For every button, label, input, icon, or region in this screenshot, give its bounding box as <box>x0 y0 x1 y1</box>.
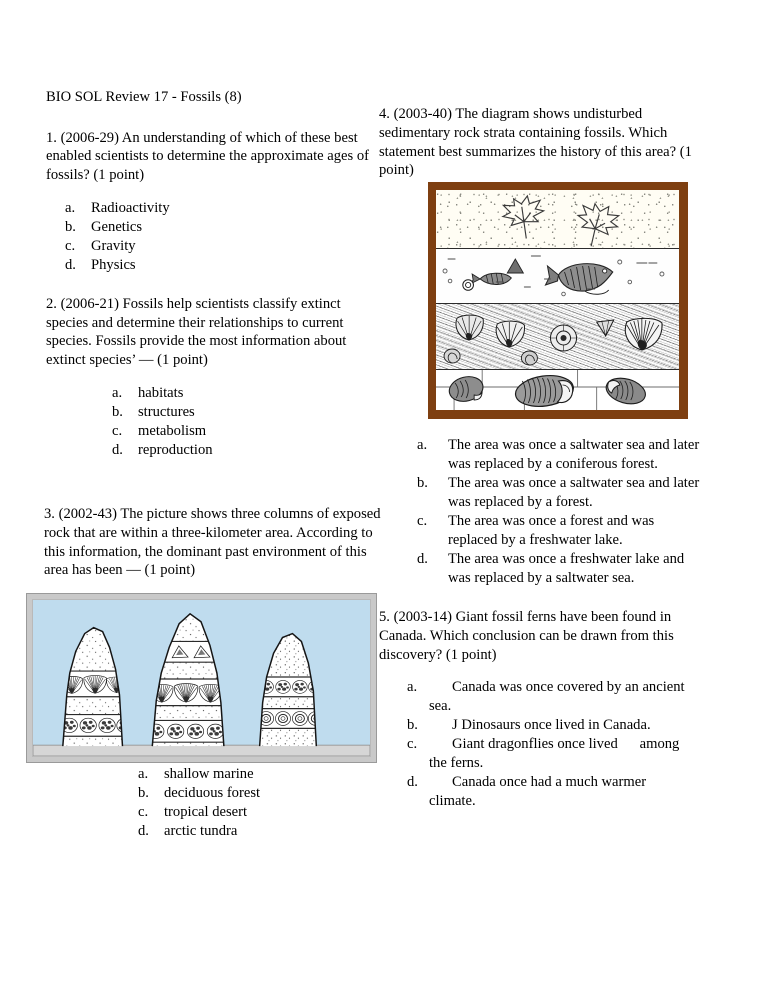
choice-text: The area was once a freshwater lake and was replaced by a saltwater sea. <box>448 550 685 586</box>
choice-text <box>429 773 709 811</box>
choice-text-line1: Giant dragonflies once lived among <box>452 736 680 753</box>
choice-2c[interactable] <box>112 422 386 441</box>
choice-text: arctic tundra <box>164 822 238 839</box>
choice-text: Genetics <box>91 218 143 235</box>
question-5 <box>379 608 709 811</box>
choice-letter: d. <box>138 822 149 839</box>
rock-columns-canvas <box>32 599 371 757</box>
choice-text: The area was once a forest and was replaced by a freshwater lake. <box>448 512 655 548</box>
choice-letter: a. <box>417 437 428 453</box>
choice-3c[interactable] <box>138 803 360 822</box>
choice-letter: b. <box>417 474 428 491</box>
choice-text: shallow marine <box>164 766 254 782</box>
fish-fossils <box>436 249 679 304</box>
shell-fossil-layer <box>436 303 679 370</box>
choice-text: reproduction <box>138 441 213 458</box>
choice-letter: a. <box>112 384 123 401</box>
rock-columns-illustration <box>33 600 370 756</box>
question-3-choices-wrap <box>100 765 360 841</box>
choice-letter: b. <box>112 403 123 420</box>
strata-canvas <box>436 190 679 410</box>
question-4-choices <box>417 436 700 588</box>
choice-letter: c. <box>407 736 418 753</box>
choice-letter: b. <box>407 717 418 734</box>
page-title: BIO SOL Review 17 - Fossils (8) <box>46 89 242 105</box>
choice-4b[interactable] <box>417 474 700 512</box>
choice-letter: c. <box>417 512 428 529</box>
choice-text: structures <box>138 403 195 420</box>
question-5-choices <box>407 678 709 811</box>
choice-3b[interactable] <box>138 784 360 803</box>
question-3 <box>44 505 384 580</box>
choice-text: metabolism <box>138 422 207 439</box>
fish-fossil-layer <box>436 248 679 304</box>
choice-2a[interactable] <box>112 384 386 403</box>
choice-2b[interactable] <box>112 403 386 422</box>
choice-letter: c. <box>65 237 76 254</box>
choice-letter: d. <box>417 550 428 567</box>
question-2 <box>46 295 386 460</box>
choice-5b[interactable] <box>407 716 709 735</box>
choice-4d[interactable] <box>417 550 700 588</box>
choice-letter: a. <box>138 766 149 782</box>
choice-text-line1: Canada was once covered by an ancient <box>452 679 685 696</box>
choice-letter: c. <box>138 803 149 820</box>
choice-text: tropical desert <box>164 803 248 820</box>
choice-text: Radioactivity <box>91 199 170 216</box>
question-4-choices-wrap <box>400 436 700 588</box>
question-2-choices <box>112 384 386 460</box>
choice-text-line1: Canada once had a much warmer <box>452 774 647 791</box>
choice-letter: b. <box>138 784 149 801</box>
choice-text-line1: J Dinosaurs once lived in Canada. <box>452 717 651 734</box>
choice-letter: a. <box>65 199 76 216</box>
choice-text: The area was once a saltwater sea and later was replaced by a forest. <box>448 474 700 510</box>
choice-text <box>429 735 709 773</box>
choice-5c[interactable] <box>407 735 709 773</box>
choice-2d[interactable] <box>112 441 386 460</box>
choice-1b[interactable] <box>65 218 386 237</box>
trilobite-fossil-layer <box>436 369 679 410</box>
question-3-choices <box>138 765 360 841</box>
shell-fossils <box>436 304 679 370</box>
question-4-stem: 4. (2003-40) The diagram shows undisturbed sedimentary rock strata containing fossils. Which statement best summarizes the history of this area? (1 point) <box>379 106 692 179</box>
choice-letter: b. <box>65 218 76 235</box>
choice-text: The area was once a saltwater sea and later was replaced by a coniferous forest. <box>448 437 700 472</box>
choice-4c[interactable] <box>417 512 700 550</box>
question-3-stem: 3. (2002-43) The picture shows three columns of exposed rock that are within a three-kilometer area. According to this information, the dominant past environment of this area has been — (1 point) <box>44 506 381 579</box>
column-right <box>250 628 328 748</box>
choice-1c[interactable] <box>65 237 386 256</box>
choice-letter: d. <box>407 774 418 791</box>
choice-5d[interactable] <box>407 773 709 811</box>
choice-text <box>452 716 709 735</box>
choice-letter: a. <box>407 679 418 696</box>
choice-text: Gravity <box>91 237 136 254</box>
question-1-stem: 1. (2006-29) An understanding of which of these best enabled scientists to determine the approximate ages of fossils? (1 point) <box>46 129 369 184</box>
maple-leaf-fossils <box>436 190 679 248</box>
choice-text: deciduous forest <box>164 784 261 801</box>
question-5-stem: 5. (2003-14) Giant fossil ferns have been found in Canada. Which conclusion can be drawn from this discovery? (1 point) <box>379 609 674 663</box>
choice-letter: d. <box>65 256 76 273</box>
question-1-choices <box>65 199 386 275</box>
question-2-stem: 2. (2006-21) Fossils help scientists classify extinct species and determine their relationships to current species. Fossils provide the most information about extinct species’ — (1 point) <box>46 295 347 369</box>
column-center <box>142 608 233 748</box>
question-1 <box>46 129 386 275</box>
choice-text: Physics <box>91 256 136 273</box>
choice-letter: d. <box>112 441 123 458</box>
choice-text: habitats <box>138 384 184 401</box>
choice-1d[interactable] <box>65 256 386 275</box>
choice-4a[interactable] <box>417 436 700 474</box>
column-left <box>53 620 137 748</box>
choice-text-line2: climate. <box>429 793 476 810</box>
choice-letter: c. <box>112 422 123 439</box>
choice-1a[interactable] <box>65 199 386 218</box>
choice-3d[interactable] <box>138 822 360 841</box>
choice-3a[interactable] <box>138 765 360 784</box>
choice-text <box>429 678 709 716</box>
left-column <box>46 88 386 460</box>
sedimentary-strata-figure <box>428 182 688 419</box>
rock-columns-figure <box>26 593 377 763</box>
choice-text-line2: sea. <box>429 698 452 715</box>
right-column <box>379 105 709 180</box>
choice-text-line2: the ferns. <box>429 755 484 772</box>
trilobite-fossils <box>436 370 679 410</box>
leaf-fossil-layer <box>436 190 679 248</box>
choice-5a[interactable] <box>407 678 709 716</box>
